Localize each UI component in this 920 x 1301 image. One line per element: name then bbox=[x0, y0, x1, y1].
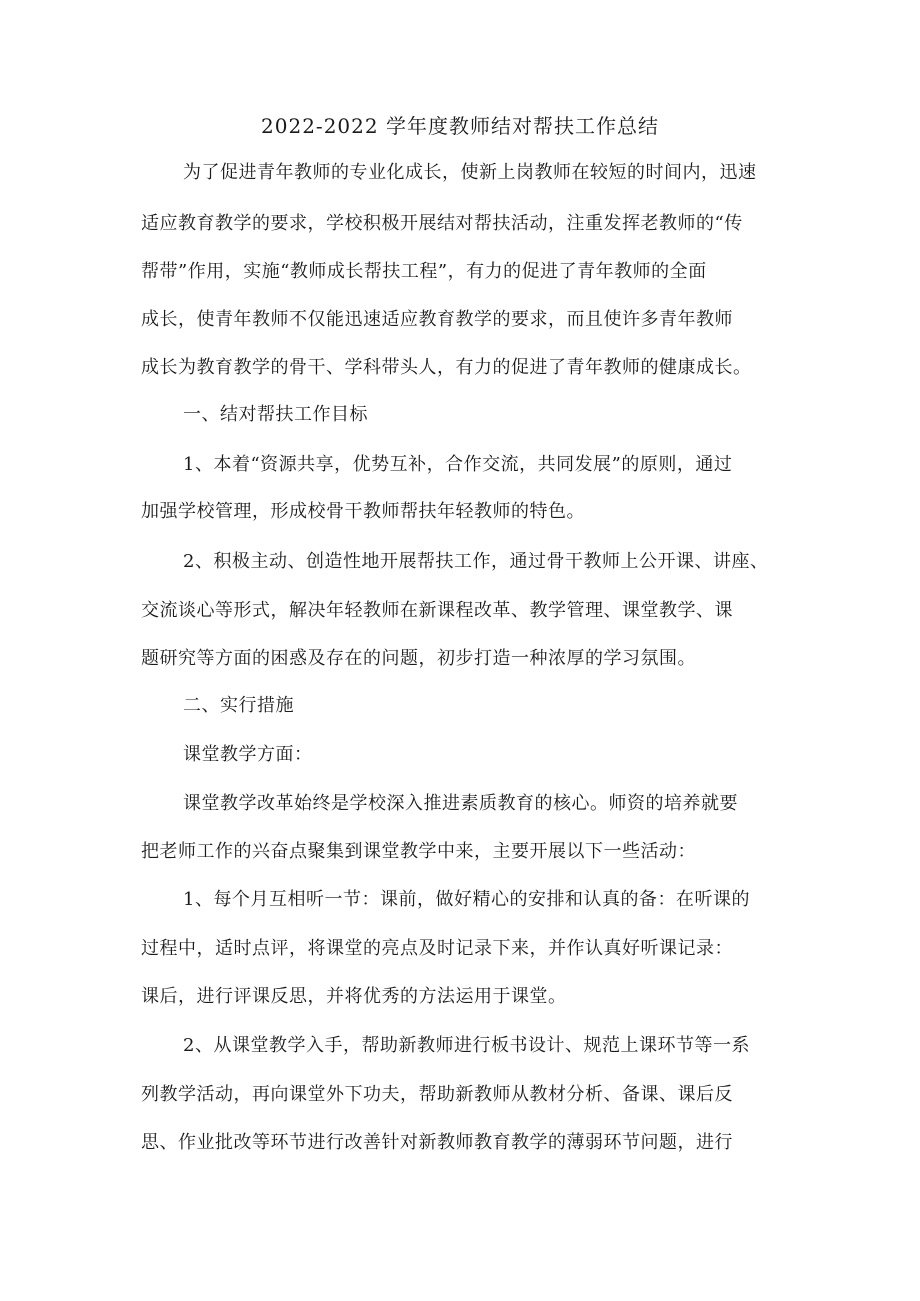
paragraph-line: 2、积极主动、创造性地开展帮扶工作，通过骨干教师上公开课、讲座、 bbox=[183, 551, 769, 572]
paragraph-line: 1、本着“资源共享，优势互补，合作交流，共同发展”的原则，通过 bbox=[183, 454, 733, 475]
section-heading: 一、结对帮扶工作目标 bbox=[183, 404, 368, 425]
paragraph-line: 题研究等方面的困惑及存在的问题，初步打造一种浓厚的学习氛围。 bbox=[141, 648, 696, 669]
paragraph-line: 帮带”作用，实施“教师成长帮扶工程”，有力的促进了青年教师的全面 bbox=[141, 261, 707, 282]
subsection-heading: 课堂教学方面： bbox=[183, 744, 313, 765]
paragraph-line: 过程中，适时点评，将课堂的亮点及时记录下来，并作认真好听课记录： bbox=[141, 938, 733, 959]
paragraph-line: 思、作业批改等环节进行改善针对新教师教育教学的薄弱环节问题，进行 bbox=[141, 1132, 733, 1153]
paragraph-line: 列教学活动，再向课堂外下功夫，帮助新教师从教材分析、备课、课后反 bbox=[141, 1084, 733, 1105]
paragraph-line: 成长，使青年教师不仅能迅速适应教育教学的要求，而且使许多青年教师 bbox=[141, 309, 733, 330]
paragraph-line: 1、每个月互相听一节：课前，做好精心的安排和认真的备：在听课的 bbox=[183, 889, 750, 910]
paragraph-line: 2、从课堂教学入手，帮助新教师进行板书设计、规范上课环节等一系 bbox=[183, 1035, 750, 1056]
paragraph-line: 把老师工作的兴奋点聚集到课堂教学中来，主要开展以下一些活动： bbox=[141, 841, 696, 862]
paragraph-line: 交流谈心等形式，解决年轻教师在新课程改革、教学管理、课堂教学、课 bbox=[141, 600, 733, 621]
paragraph-line: 课堂教学改革始终是学校深入推进素质教育的核心。师资的培养就要 bbox=[183, 793, 738, 814]
document-title: 2022-2022 学年度教师结对帮扶工作总结 bbox=[261, 114, 659, 138]
paragraph-line: 课后，进行评课反思，并将优秀的方法运用于课堂。 bbox=[141, 986, 567, 1007]
paragraph-line: 成长为教育教学的骨干、学科带头人，有力的促进了青年教师的健康成长。 bbox=[141, 357, 752, 378]
paragraph-line: 加强学校管理，形成校骨干教师帮扶年轻教师的特色。 bbox=[141, 501, 585, 522]
paragraph-line: 为了促进青年教师的专业化成长，使新上岗教师在较短的时间内，迅速 bbox=[183, 162, 757, 183]
section-heading: 二、实行措施 bbox=[183, 695, 294, 716]
paragraph-line: 适应教育教学的要求，学校积极开展结对帮扶活动，注重发挥老教师的“传 bbox=[141, 213, 743, 234]
